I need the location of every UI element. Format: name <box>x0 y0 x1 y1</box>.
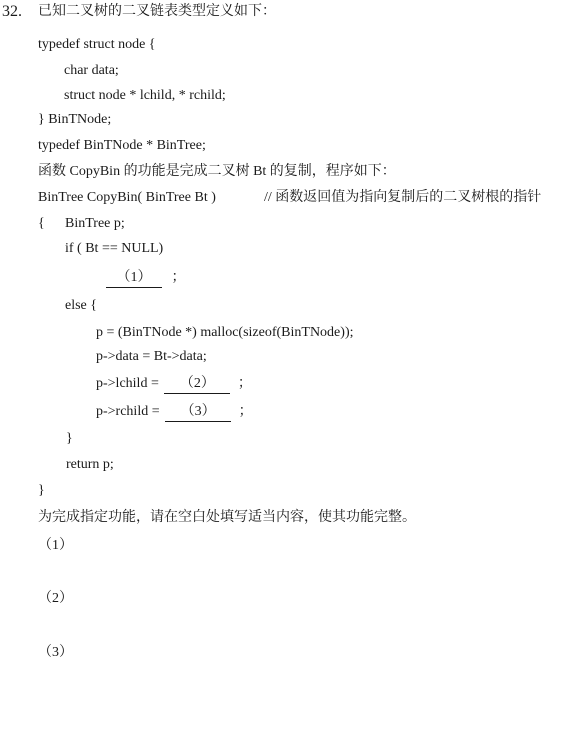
answer-label-2: （2） <box>38 591 73 606</box>
code-signature-comment: // 函数返回值为指向复制后的二叉树根的指针 <box>264 190 542 205</box>
blank-3-label: （3） <box>180 404 216 419</box>
code-if-line: if ( Bt == NULL) <box>65 241 164 256</box>
function-description: 函数 CopyBin 的功能是完成二叉树 Bt 的复制，程序如下： <box>38 164 396 179</box>
blank-3[interactable] <box>165 404 231 422</box>
answer-label-1: （1） <box>38 538 73 553</box>
blank-2[interactable] <box>164 376 230 394</box>
blank-2-label: （2） <box>179 376 215 391</box>
answer-label-3: （3） <box>38 645 73 660</box>
typedef-line-5: typedef BinTNode * BinTree; <box>38 138 206 153</box>
code-decl-p: BinTree p; <box>65 216 125 231</box>
code-assign-lchild-line <box>96 376 252 394</box>
code-close-else: } <box>66 431 73 446</box>
code-signature: BinTree CopyBin( BinTree Bt ) <box>38 190 216 205</box>
code-semicolon: ； <box>171 270 186 285</box>
question-number: 32. <box>2 3 22 20</box>
code-assign-lchild-prefix: p->lchild = <box>96 376 159 391</box>
code-assign-p: p = (BinTNode *) malloc(sizeof(BinTNode)); <box>96 325 354 340</box>
code-semicolon-2: ； <box>237 376 252 391</box>
code-semicolon-3: ； <box>238 404 253 419</box>
question-intro: 已知二叉树的二叉链表类型定义如下： <box>38 4 276 19</box>
typedef-line-4: } BinTNode; <box>38 112 112 127</box>
blank-1-label: （1） <box>116 270 152 285</box>
instruction-text: 为完成指定功能，请在空白处填写适当内容，使其功能完整。 <box>38 510 416 525</box>
typedef-line-1: typedef struct node { <box>38 37 156 52</box>
blank-1[interactable] <box>106 270 162 288</box>
code-else-line: else { <box>65 298 97 313</box>
code-blank1-line <box>106 270 186 288</box>
code-return: return p; <box>66 457 114 472</box>
typedef-line-2: char data; <box>64 63 119 78</box>
code-assign-rchild-prefix: p->rchild = <box>96 404 160 419</box>
typedef-line-3: struct node * lchild, * rchild; <box>64 88 226 103</box>
code-assign-rchild-line <box>96 404 253 422</box>
code-open-brace: { <box>38 216 45 231</box>
code-assign-data: p->data = Bt->data; <box>96 349 207 364</box>
code-close-function: } <box>38 483 45 498</box>
